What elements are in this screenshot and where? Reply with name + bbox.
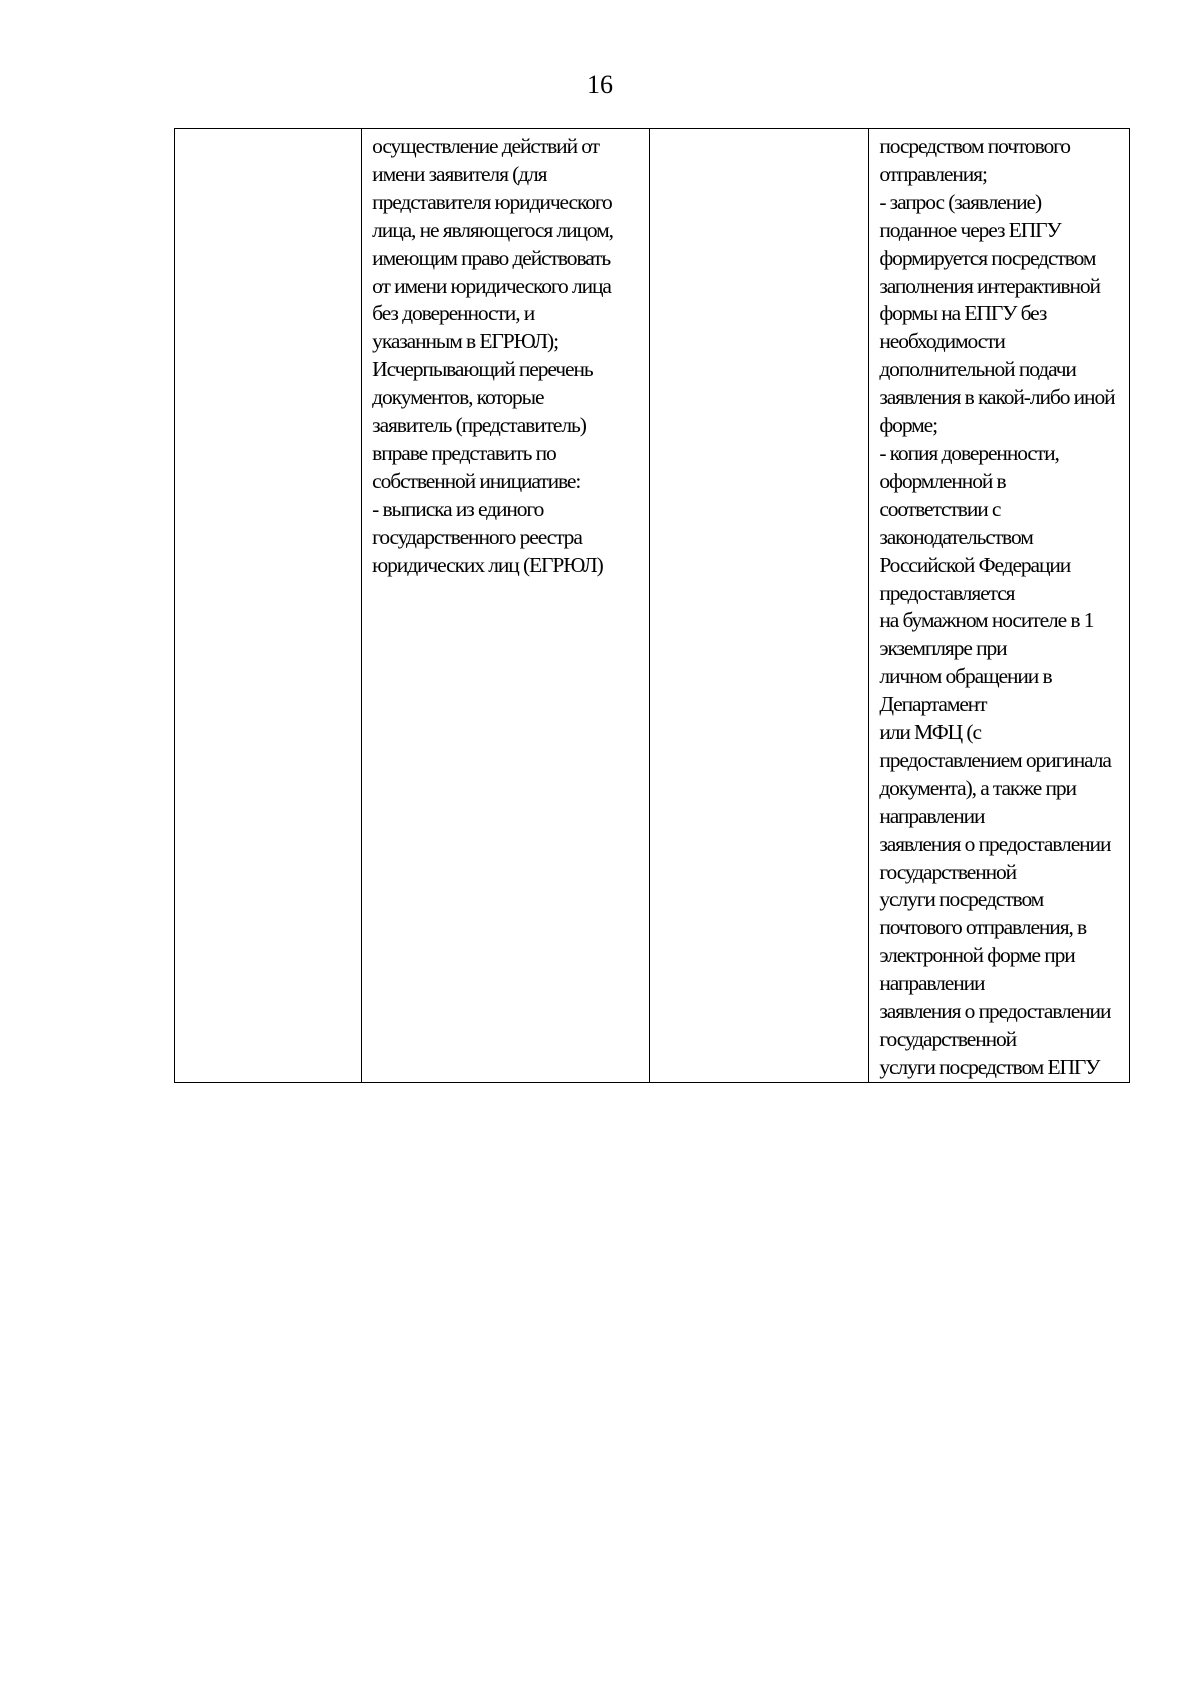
cell-text-line: или МФЦ (с xyxy=(879,720,981,745)
cell-text-line: оформленной в xyxy=(879,468,1006,493)
cell-text-line: на бумажном носителе в 1 xyxy=(879,608,1094,633)
cell-text-line: направлении xyxy=(879,971,985,996)
cell-text-line: законодательством xyxy=(879,524,1033,549)
cell-text-line: Исчерпывающий перечень xyxy=(372,357,593,382)
cell-text-line: заявления о предоставлении xyxy=(879,999,1111,1024)
cell-text-line: поданное через ЕПГУ xyxy=(879,217,1061,242)
cell-text-line: государственного реестра xyxy=(372,524,582,549)
cell-text-line: предоставляется xyxy=(879,580,1015,605)
cell-text-line: заявитель (представитель) xyxy=(372,413,586,438)
cell-text-line: документа), а также при xyxy=(879,775,1076,800)
cell-text-line: Департамент xyxy=(879,692,987,717)
cell-text-line: формы на ЕПГУ без xyxy=(879,301,1047,326)
cell-text-line: заявления о предоставлении xyxy=(879,831,1111,856)
cell-text-line: Российской Федерации xyxy=(879,552,1071,577)
page-number: 16 xyxy=(587,70,613,99)
table-row xyxy=(175,129,1130,1083)
cell-text-line: почтового отправления, в xyxy=(879,915,1087,940)
cell-text-line: электронной форме при xyxy=(879,943,1075,968)
cell-text-line: - запрос (заявление) xyxy=(879,189,1042,214)
cell-text-line: отправления; xyxy=(879,161,987,186)
cell-text-line: соответствии с xyxy=(879,496,1001,521)
cell-text-line: государственной xyxy=(879,859,1017,884)
cell-text-line: от имени юридического лица xyxy=(372,273,611,298)
cell-text-line: заполнения интерактивной xyxy=(879,273,1100,298)
table-cell-col3 xyxy=(649,129,868,1083)
cell-text-line: юридических лиц (ЕГРЮЛ) xyxy=(372,552,603,577)
cell-text-line: необходимости xyxy=(879,329,1005,354)
table-cell-col4 xyxy=(869,129,1130,1083)
cell-text-line: заявления в какой-либо иной xyxy=(879,385,1115,410)
cell-text-line: указанным в ЕГРЮЛ); xyxy=(372,329,558,354)
cell-text-line: документов, которые xyxy=(372,385,544,410)
table-cell-col2 xyxy=(362,129,650,1083)
cell-text-line: форме; xyxy=(879,413,937,438)
cell-text-line: услуги посредством ЕПГУ xyxy=(879,1054,1100,1079)
cell-text-line: экземпляре при xyxy=(879,636,1007,661)
cell-text-line: направлении xyxy=(879,803,985,828)
cell-text-line: - копия доверенности, xyxy=(879,440,1059,465)
cell-text-line: собственной инициативе: xyxy=(372,468,581,493)
cell-text-line: имени заявителя (для xyxy=(372,161,547,186)
cell-text-line: государственной xyxy=(879,1027,1017,1051)
cell-text-line: имеющим право действовать xyxy=(372,245,611,270)
cell-text-line: - выписка из единого xyxy=(372,496,544,521)
cell-text-line: дополнительной подачи xyxy=(879,357,1076,382)
cell-text-line: лица, не являющегося лицом, xyxy=(372,217,613,242)
cell-text-line: представителя юридического xyxy=(372,189,612,214)
cell-text-line: вправе представить по xyxy=(372,440,556,465)
cell-text-line: личном обращении в xyxy=(879,664,1052,689)
table-cell-col1 xyxy=(175,129,362,1083)
cell-text-line: осуществление действий от xyxy=(372,134,599,158)
cell-text-line: услуги посредством xyxy=(879,887,1044,912)
cell-text-line: без доверенности, и xyxy=(372,301,535,326)
cell-text-line: посредством почтового xyxy=(879,134,1070,158)
cell-text-line: формируется посредством xyxy=(879,245,1096,270)
document-table xyxy=(174,128,1130,1083)
cell-text-line: предоставлением оригинала xyxy=(879,747,1111,772)
